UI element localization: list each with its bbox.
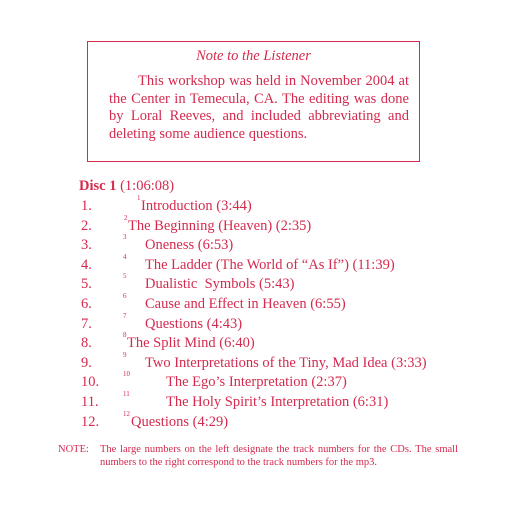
track-title: The Beginning (Heaven) (2:35) <box>128 217 312 234</box>
mp3-track-number: 2 <box>124 213 128 222</box>
footnote-label: NOTE: <box>58 444 89 455</box>
track-item <box>0 370 510 393</box>
track-title: The Ladder (The World of “As If”) (11:39) <box>145 256 395 273</box>
mp3-track-number: 5 <box>123 272 127 281</box>
footnote-text: The large numbers on the left designate the track numbers for the CDs. The small numbers to the right correspond to the track numbers for the mp3. <box>100 444 458 468</box>
track-title: Questions (4:43) <box>145 315 243 332</box>
cd-track-number: 6. <box>81 295 92 312</box>
track-title: Introduction (3:44) <box>141 198 252 214</box>
cd-track-number: 8. <box>81 335 92 352</box>
disc-duration: (1:06:08) <box>120 178 175 194</box>
cd-track-number: 3. <box>81 237 92 254</box>
mp3-track-number: 4 <box>123 252 127 261</box>
mp3-track-number: 3 <box>123 233 127 242</box>
disc-name: Disc 1 <box>79 178 117 194</box>
track-item <box>0 409 510 433</box>
track-title: The Ego’s Interpretation (2:37) <box>166 374 347 391</box>
track-title: Questions (4:29) <box>131 413 229 430</box>
mp3-track-number: 7 <box>123 311 127 320</box>
cd-track-number: 1. <box>81 198 92 214</box>
track-title: Dualistic Symbols (5:43) <box>145 276 295 293</box>
track-item <box>0 291 510 315</box>
cd-track-number: 12. <box>81 413 100 430</box>
mp3-track-number: 12 <box>123 409 130 418</box>
track-item <box>0 272 510 295</box>
track-item <box>0 350 510 374</box>
track-title: Cause and Effect in Heaven (6:55) <box>145 295 346 312</box>
track-item <box>0 213 510 237</box>
mp3-track-number: 6 <box>123 291 127 300</box>
note-box <box>87 41 420 162</box>
note-body: This workshop was held in November 2004 at the Center in Temecula, CA. The editing was done by Loral Reeves, and included abbreviating and deleting some audience questions. <box>109 73 409 142</box>
note-title: Note to the Listener <box>196 48 311 64</box>
cd-track-number: 4. <box>81 256 92 273</box>
mp3-track-number: 9 <box>123 350 127 359</box>
cd-track-number: 2. <box>81 217 92 234</box>
track-item <box>0 194 510 217</box>
track-title: The Holy Spirit’s Interpretation (6:31) <box>166 393 389 410</box>
track-item <box>0 389 510 413</box>
mp3-track-number: 8 <box>123 331 127 340</box>
track-title: Oneness (6:53) <box>145 237 234 254</box>
footnote <box>58 443 458 469</box>
track-title: Two Interpretations of the Tiny, Mad Idea (3:33) <box>145 354 427 371</box>
cd-track-number: 5. <box>81 276 92 293</box>
track-item <box>0 331 510 354</box>
cd-track-number: 10. <box>81 374 100 391</box>
cd-track-number: 11. <box>81 393 99 410</box>
disc-heading <box>79 178 174 195</box>
mp3-track-number: 1 <box>137 194 141 202</box>
track-item <box>0 252 510 276</box>
mp3-track-number: 11 <box>123 389 130 398</box>
track-item <box>0 311 510 335</box>
cd-track-number: 9. <box>81 354 92 371</box>
track-item <box>0 233 510 256</box>
track-title: The Split Mind (6:40) <box>127 335 255 352</box>
track-list <box>0 194 510 432</box>
cd-track-number: 7. <box>81 315 92 332</box>
mp3-track-number: 10 <box>123 370 130 379</box>
